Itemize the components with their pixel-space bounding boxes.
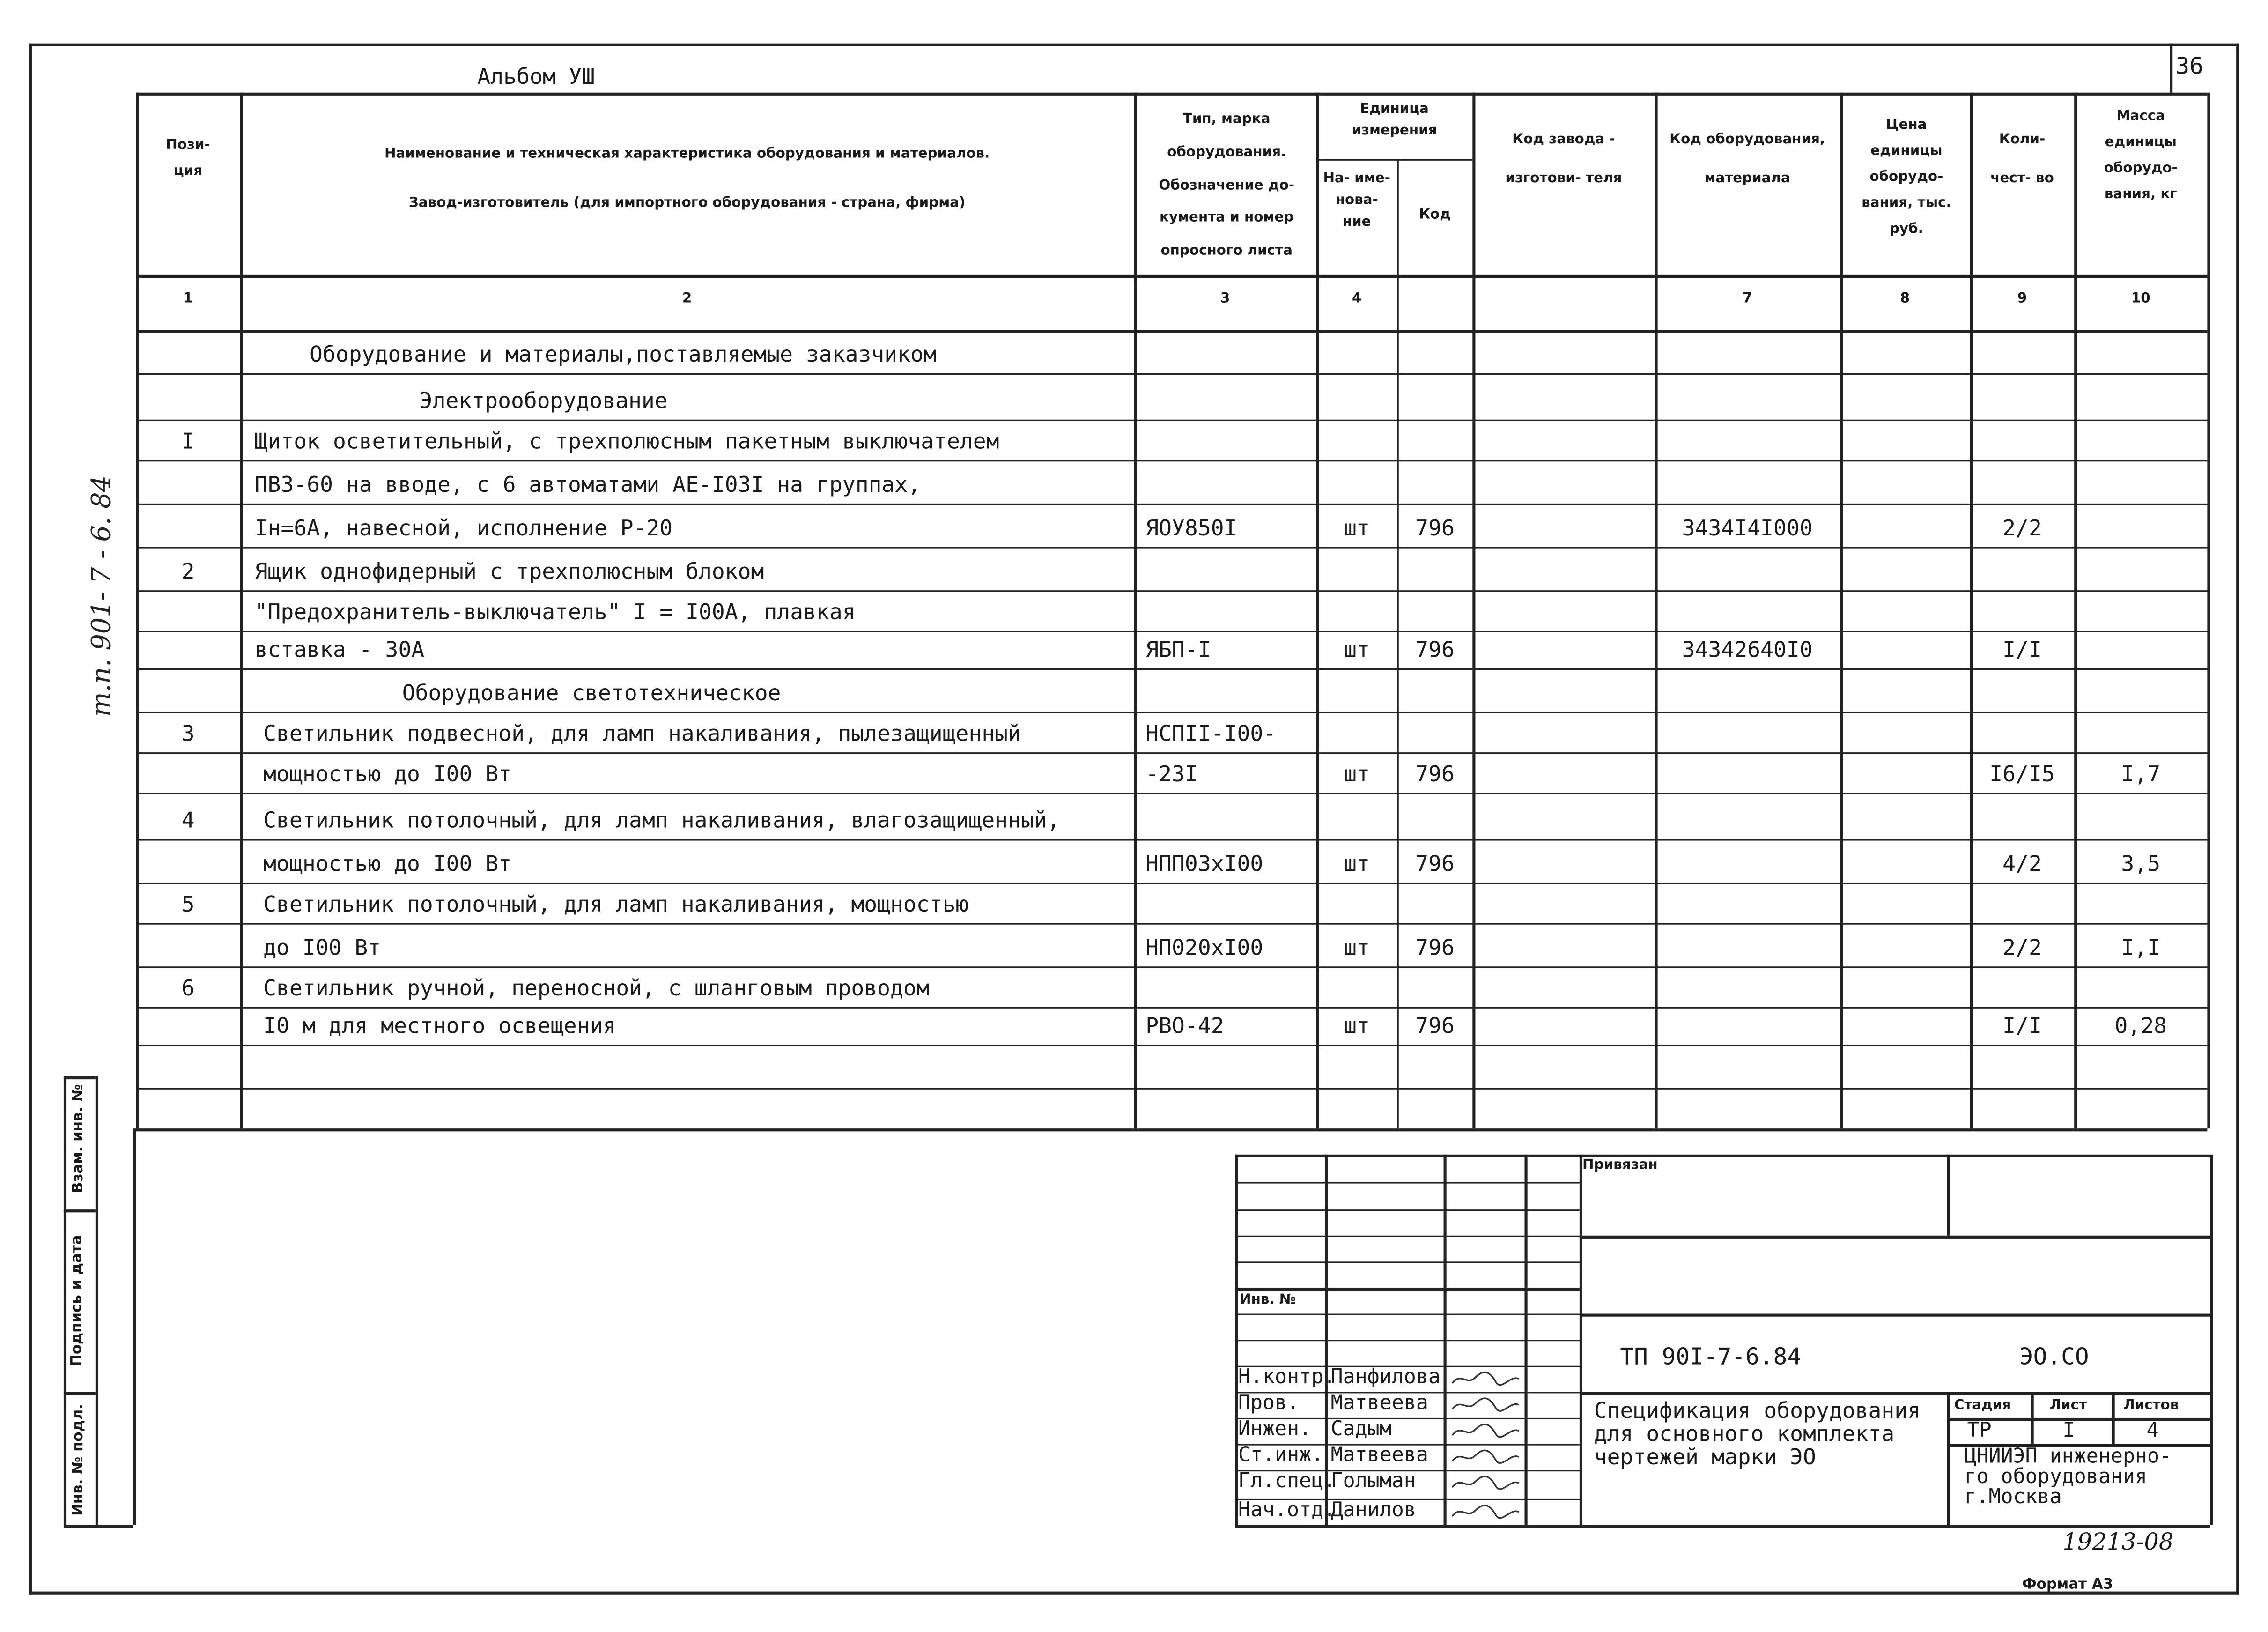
signer-name: Данилов	[1330, 1498, 1416, 1522]
row-type: -23I	[1145, 761, 1198, 787]
row-type: ЯОУ850I	[1145, 515, 1237, 542]
signer-name: Матвеева	[1330, 1444, 1428, 1467]
row-type: НПП03хI00	[1145, 851, 1263, 877]
header-quantity: Коли- чест- во	[1990, 132, 2054, 186]
signer-role: Ст.инж.	[1238, 1444, 1324, 1467]
row-quantity: I/I	[2002, 1013, 2042, 1039]
row-name: Светильник ручной, переносной, с шланговым проводом	[263, 975, 930, 1001]
org-line-1: ЦНИИЭП инженерно-	[1964, 1445, 2172, 1469]
row-unit: шт	[1344, 515, 1370, 542]
column-number-3: 3	[1220, 290, 1230, 307]
header-name-line2: Завод-изготовитель (для импортного оборудования - страна, фирма)	[408, 195, 966, 211]
header-factory-code: Код завода - изготови- теля	[1505, 132, 1622, 186]
row-name: Оборудование светотехническое	[402, 680, 781, 706]
column-number-7: 7	[1742, 290, 1752, 307]
row-quantity: 2/2	[2002, 935, 2042, 961]
stage-label: Стадия	[1954, 1397, 2011, 1414]
format-label: Формат А3	[2022, 1577, 2113, 1592]
signer-name: Матвеева	[1330, 1392, 1428, 1415]
row-name: I0 м для местного освещения	[263, 1013, 616, 1039]
row-position: 6	[181, 975, 195, 1001]
row-quantity: 4/2	[2002, 851, 2042, 877]
header-equipment-code: Код оборудования, материала	[1670, 132, 1825, 186]
row-unit: шт	[1344, 935, 1370, 961]
row-name: вставка - 30А	[254, 637, 425, 663]
row-name: Светильник потолочный, для ламп накаливания, влагозащищенный,	[263, 807, 1060, 834]
signature-mark	[1449, 1395, 1522, 1415]
header-mass: Масса единицы оборудо- вания, кг	[2104, 108, 2178, 203]
signature-mark	[1449, 1473, 1522, 1493]
row-name: Ящик однофидерный с трехполюсным блоком	[254, 558, 764, 585]
row-unit-code: 796	[1415, 851, 1455, 877]
title-line-1: Спецификация оборудования	[1594, 1397, 1921, 1424]
header-name-line1: Наименование и техническая характеристика оборудования и материалов.	[384, 146, 990, 162]
signer-name: Голыман	[1330, 1470, 1416, 1493]
row-unit-code: 796	[1415, 761, 1455, 787]
signer-role: Гл.спец.	[1238, 1470, 1336, 1493]
row-quantity: I/I	[2002, 637, 2042, 663]
column-number-1: 1	[183, 290, 193, 307]
signer-name: Панфилова	[1330, 1365, 1441, 1389]
row-position: 5	[181, 891, 195, 918]
row-name: Iн=6А, навесной, исполнение Р-20	[254, 515, 673, 542]
title-line-3: чертежей марки ЭО	[1594, 1444, 1816, 1470]
row-name: Светильник подвесной, для ламп накаливания, пылезащищенный	[263, 720, 1021, 747]
header-unit-group: Единица измерения	[1352, 101, 1437, 140]
signature-mark	[1449, 1421, 1522, 1441]
header-unit-name: На- име- нова- ние	[1323, 171, 1390, 231]
archive-number: 19213-08	[2062, 1528, 2174, 1556]
sheets-value: 4	[2146, 1419, 2159, 1443]
row-position: 3	[181, 720, 195, 747]
row-name: до I00 Вт	[263, 935, 381, 961]
stamp-replacement-inv: Взам. инв. №	[71, 1084, 87, 1193]
sheets-label: Листов	[2123, 1397, 2179, 1414]
header-unit-code: Код	[1419, 207, 1451, 223]
inventory-no-label: Инв. №	[1240, 1292, 1296, 1308]
column-number-8: 8	[1900, 290, 1910, 307]
column-number-4: 4	[1352, 290, 1362, 307]
header-position: Пози- ция	[166, 137, 210, 180]
org-line-2: го оборудования	[1964, 1465, 2147, 1489]
sheet-label: Лист	[2049, 1397, 2087, 1414]
signature-mark	[1449, 1502, 1522, 1522]
privyazan-label: Привязан	[1582, 1157, 1658, 1173]
row-quantity: 2/2	[2002, 515, 2042, 542]
stamp-inv-original: Инв. № подл.	[71, 1404, 87, 1516]
signature-mark	[1449, 1447, 1522, 1467]
column-number-2: 2	[682, 290, 692, 307]
row-mass: 0,28	[2114, 1013, 2167, 1039]
row-unit: шт	[1344, 637, 1370, 663]
side-drawing-code: т.п. 901- 7 - 6. 84	[87, 475, 118, 717]
row-unit: шт	[1344, 851, 1370, 877]
row-name: Щиток осветительный, с трехполюсным пакетным выключателем	[254, 428, 999, 454]
row-type: НСПII-I00-	[1145, 720, 1277, 747]
stamp-signature-date: Подпись и дата	[69, 1235, 86, 1367]
row-name: Электрооборудование	[419, 387, 668, 414]
signer-role: Пров.	[1238, 1392, 1300, 1415]
row-name: мощностью до I00 Вт	[263, 761, 512, 787]
album-label: Альбом УШ	[477, 63, 595, 90]
document-mark: ЭО.СО	[2019, 1343, 2089, 1370]
row-unit: шт	[1344, 1013, 1370, 1039]
row-name: ПВЗ-60 на вводе, с 6 автоматами АЕ-I03I на группах,	[254, 471, 921, 498]
row-type: ЯБП-I	[1145, 637, 1211, 663]
row-position: 4	[181, 807, 195, 834]
row-equipment-code: 3434I4I000	[1682, 515, 1813, 542]
row-mass: I,7	[2121, 761, 2161, 787]
signer-role: Нач.отд.	[1238, 1498, 1336, 1522]
signature-mark	[1449, 1369, 1522, 1389]
header-price: Цена единицы оборудо- вания, тыс. руб.	[1862, 117, 1951, 238]
signer-name: Садым	[1330, 1417, 1392, 1441]
row-type: НП020хI00	[1145, 935, 1263, 961]
column-number-9: 9	[2017, 290, 2027, 307]
row-position: I	[181, 428, 195, 454]
org-line-3: г.Москва	[1964, 1486, 2062, 1509]
signer-role: Н.контр.	[1238, 1365, 1336, 1389]
row-unit-code: 796	[1415, 1013, 1455, 1039]
row-unit-code: 796	[1415, 935, 1455, 961]
sheet-number: 36	[2175, 52, 2203, 80]
row-position: 2	[181, 558, 195, 585]
header-type: Тип, марка оборудования. Обозначение до- кумента и номер опросного листа	[1159, 111, 1295, 260]
row-name: Оборудование и материалы,поставляемые заказчиком	[309, 341, 937, 368]
row-unit: шт	[1344, 761, 1370, 787]
row-type: РВО-42	[1145, 1013, 1224, 1039]
document-code: ТП 90I-7-6.84	[1620, 1343, 1802, 1370]
row-quantity: I6/I5	[1989, 761, 2055, 787]
row-unit-code: 796	[1415, 515, 1455, 542]
title-line-2: для основного комплекта	[1594, 1421, 1895, 1447]
row-equipment-code: 34342640I0	[1682, 637, 1813, 663]
sheet-value: I	[2062, 1419, 2075, 1443]
column-number-10: 10	[2131, 290, 2150, 307]
row-name: мощностью до I00 Вт	[263, 851, 512, 877]
row-name: Светильник потолочный, для ламп накаливания, мощностью	[263, 891, 969, 918]
row-unit-code: 796	[1415, 637, 1455, 663]
row-mass: 3,5	[2121, 851, 2161, 877]
signer-role: Инжен.	[1238, 1417, 1312, 1441]
row-name: "Предохранитель-выключатель" I = I00А, плавкая	[254, 599, 856, 625]
row-mass: I,I	[2121, 935, 2161, 961]
stage-value: ТР	[1967, 1419, 1992, 1443]
